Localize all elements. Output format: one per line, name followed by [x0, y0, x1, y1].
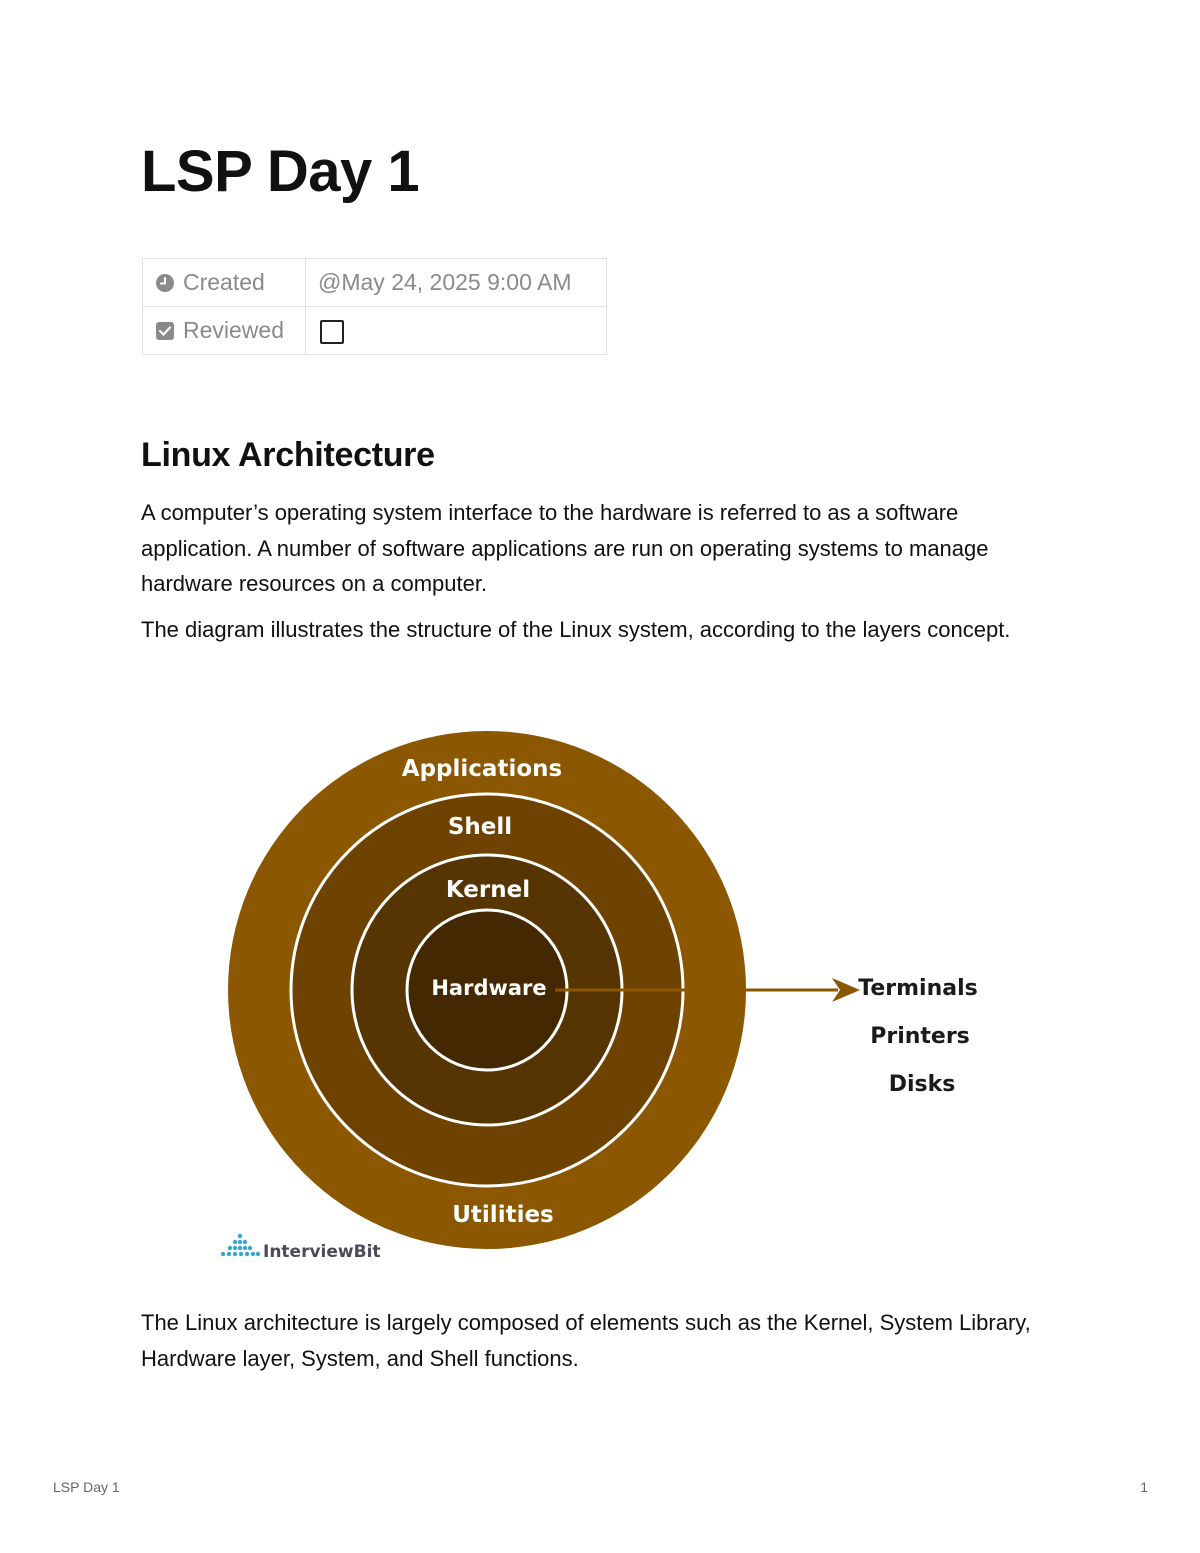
- property-key-reviewed: [143, 307, 306, 355]
- shell-label: Shell: [447, 814, 513, 840]
- property-row-created: [143, 259, 607, 307]
- utilities-label: Utilities: [452, 1202, 554, 1228]
- paragraph-diagram-intro: The diagram illustrates the structure of the Linux system, according to the layers concept.: [141, 617, 1011, 642]
- footer-page-number: 1: [1140, 1479, 1148, 1495]
- clock-icon: [155, 273, 175, 293]
- section-heading: Linux Architecture: [141, 436, 435, 474]
- device-label-terminals: Terminals: [858, 976, 978, 1001]
- reviewed-checkbox[interactable]: [320, 320, 344, 344]
- device-label-disks: Disks: [888, 1072, 956, 1097]
- interviewbit-watermark: InterviewBit: [263, 1242, 381, 1262]
- interviewbit-logo-icon: [221, 1234, 260, 1256]
- linux-architecture-diagram: [210, 720, 1000, 1280]
- applications-label: Applications: [401, 756, 563, 782]
- properties-table: [142, 258, 607, 355]
- property-label: Created: [183, 269, 265, 295]
- page-title: LSP Day 1: [141, 139, 420, 204]
- created-date-value[interactable]: @May 24, 2025 9:00 AM: [306, 259, 607, 307]
- paragraph-intro: A computer’s operating system interface to the hardware is referred to as a software application. A number of software applications are run on operating systems to manage hardware resources on a computer.: [141, 500, 989, 596]
- checkbox-icon: [155, 321, 175, 341]
- device-label-printers: Printers: [870, 1024, 970, 1049]
- hardware-label: Hardware: [431, 976, 547, 1000]
- footer-page-title: LSP Day 1: [53, 1479, 120, 1495]
- reviewed-value-cell: [306, 307, 607, 355]
- paragraph-summary: The Linux architecture is largely composed of elements such as the Kernel, System Library, Hardware layer, System, and Shell functions.: [141, 1310, 1031, 1371]
- property-row-reviewed: [143, 307, 607, 355]
- kernel-label: Kernel: [445, 877, 531, 903]
- property-key-created: [143, 259, 306, 307]
- property-label: Reviewed: [183, 317, 284, 343]
